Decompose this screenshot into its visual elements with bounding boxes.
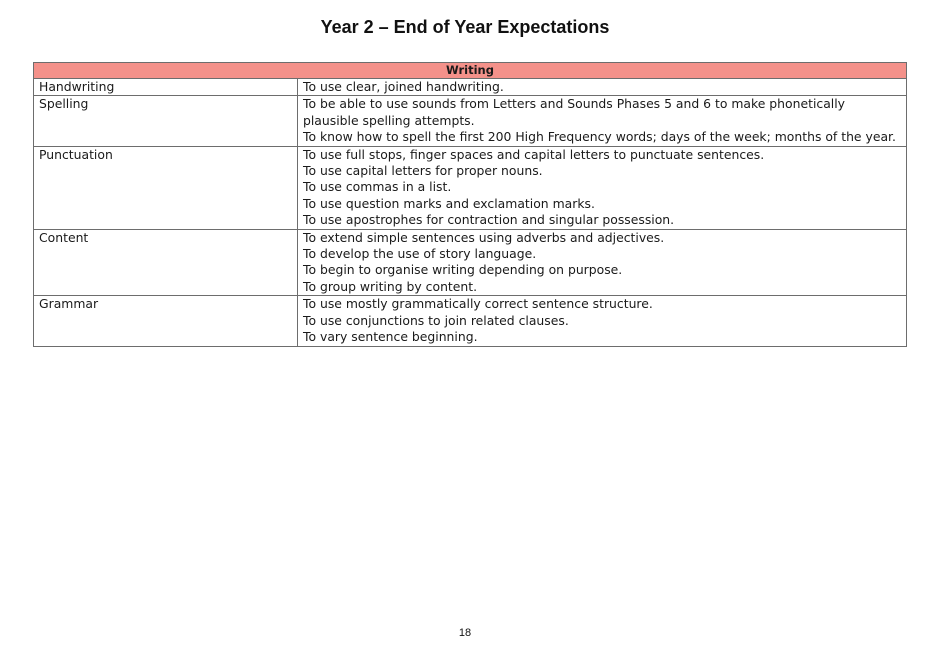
statement: To use apostrophes for contraction and singular possession. [303, 212, 675, 228]
page-number: 18 [458, 627, 472, 639]
statement: To use capital letters for proper nouns. [303, 163, 543, 179]
statement: To use clear, joined handwriting. [303, 79, 504, 94]
area-cell-handwriting: Handwriting [34, 79, 298, 96]
statement: To begin to organise writing depending on purpose. [303, 262, 623, 278]
statement: To use full stops, finger spaces and capital letters to punctuate sentences. [303, 146, 765, 162]
statements-cell-grammar [298, 296, 907, 346]
statement: To extend simple sentences using adverbs and adjectives. [303, 229, 665, 245]
statements-cell-punctuation [298, 146, 907, 229]
statement: To develop the use of story language. [303, 246, 537, 262]
expectations-table [33, 62, 907, 347]
statements-cell-content [298, 229, 907, 296]
area-cell-content: Content [34, 229, 298, 296]
statements-cell-handwriting [298, 79, 907, 96]
table-row [34, 229, 907, 296]
statement: To be able to use sounds from Letters and Sounds Phases 5 and 6 to make phonetically plausible spelling attempts. [303, 96, 846, 128]
table-row [34, 79, 907, 96]
statement: To use question marks and exclamation marks. [303, 195, 595, 211]
table-row [34, 96, 907, 146]
section-header-writing: Writing [34, 63, 907, 79]
statements-cell-spelling [298, 96, 907, 146]
statement: To vary sentence beginning. [303, 329, 478, 345]
table-row [34, 146, 907, 229]
section-header-row [34, 63, 907, 79]
table-row [34, 296, 907, 346]
statement: To use commas in a list. [303, 179, 452, 195]
statement: To know how to spell the first 200 High Frequency words; days of the week; months of the year. [303, 129, 896, 145]
statement: To group writing by content. [303, 278, 478, 294]
area-cell-punctuation: Punctuation [34, 146, 298, 229]
area-cell-grammar: Grammar [34, 296, 298, 346]
page-title: Year 2 – End of Year Expectations [320, 17, 610, 37]
statement: To use conjunctions to join related clauses. [303, 312, 569, 328]
statement: To use mostly grammatically correct sentence structure. [303, 296, 653, 312]
area-cell-spelling: Spelling [34, 96, 298, 146]
